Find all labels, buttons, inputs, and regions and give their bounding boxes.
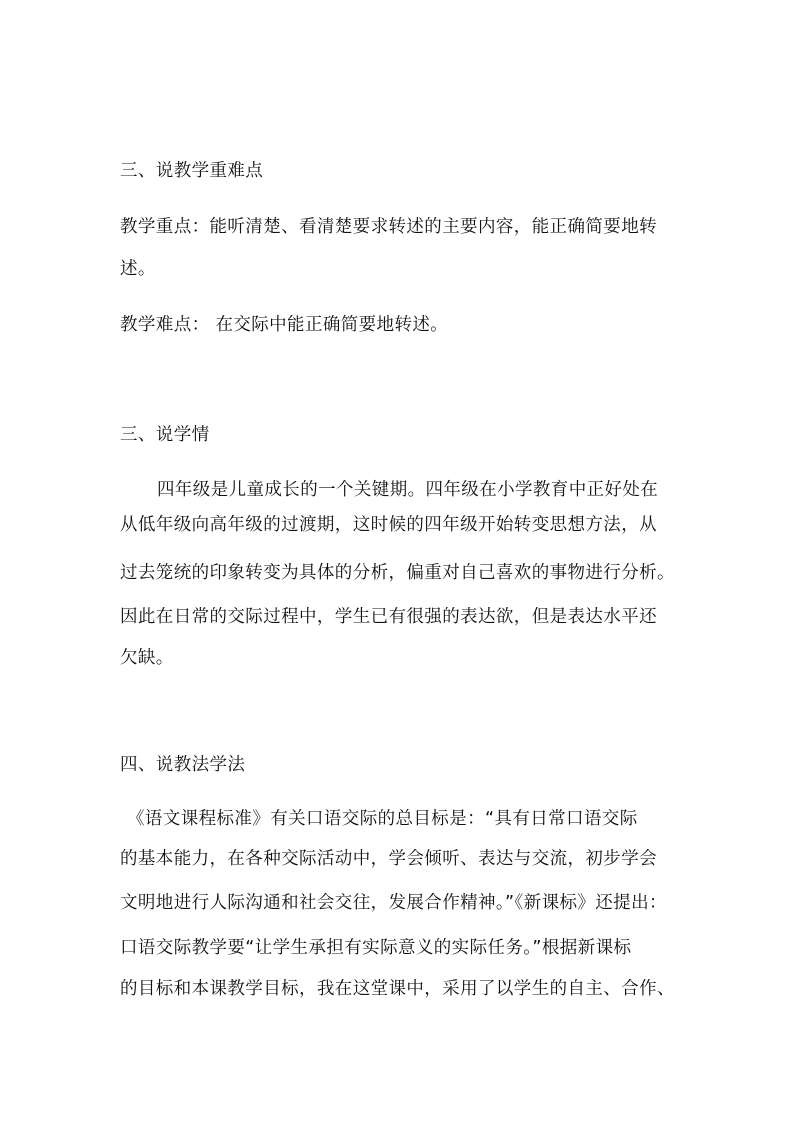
students-line-1: 四年级是儿童成长的一个关键期。四年级在小学教育中正好处在: [157, 480, 659, 500]
students-line-2: 从低年级向高年级的过渡期，这时候的四年级开始转变思想方法，从: [120, 515, 657, 535]
difficulty-line: 教学难点： 在交际中能正确简要地转述。: [120, 315, 449, 335]
heading-teaching-difficulties: 三、说教学重难点: [120, 161, 264, 181]
key-point-line-2: 述。: [120, 259, 156, 279]
heading-student-situation: 三、说学情: [120, 425, 210, 445]
methods-line-3: 文明地进行人际沟通和社会交往，发展合作精神。”《新课标》还提出：: [120, 893, 667, 913]
methods-line-1: 《语文课程标准》有关口语交际的总目标是：“具有日常口语交际: [127, 809, 638, 829]
students-line-3: 过去笼统的印象转变为具体的分析，偏重对自己喜欢的事物进行分析。: [120, 563, 675, 583]
students-line-5: 欠缺。: [120, 648, 174, 668]
key-point-line-1: 教学重点：能听清楚、看清楚要求转述的主要内容，能正确简要地转: [120, 217, 657, 237]
methods-line-4: 口语交际教学要“让学生承担有实际意义的实际任务。”根据新课标: [120, 938, 632, 958]
students-line-4: 因此在日常的交际过程中，学生已有很强的表达欲，但是表达水平还: [120, 607, 657, 627]
methods-line-2: 的基本能力，在各种交际活动中，学会倾听、表达与交流，初步学会: [120, 849, 657, 869]
heading-methods: 四、说教法学法: [120, 755, 246, 775]
methods-line-5: 的目标和本课教学目标，我在这堂课中，采用了以学生的自主、合作、: [120, 979, 675, 999]
